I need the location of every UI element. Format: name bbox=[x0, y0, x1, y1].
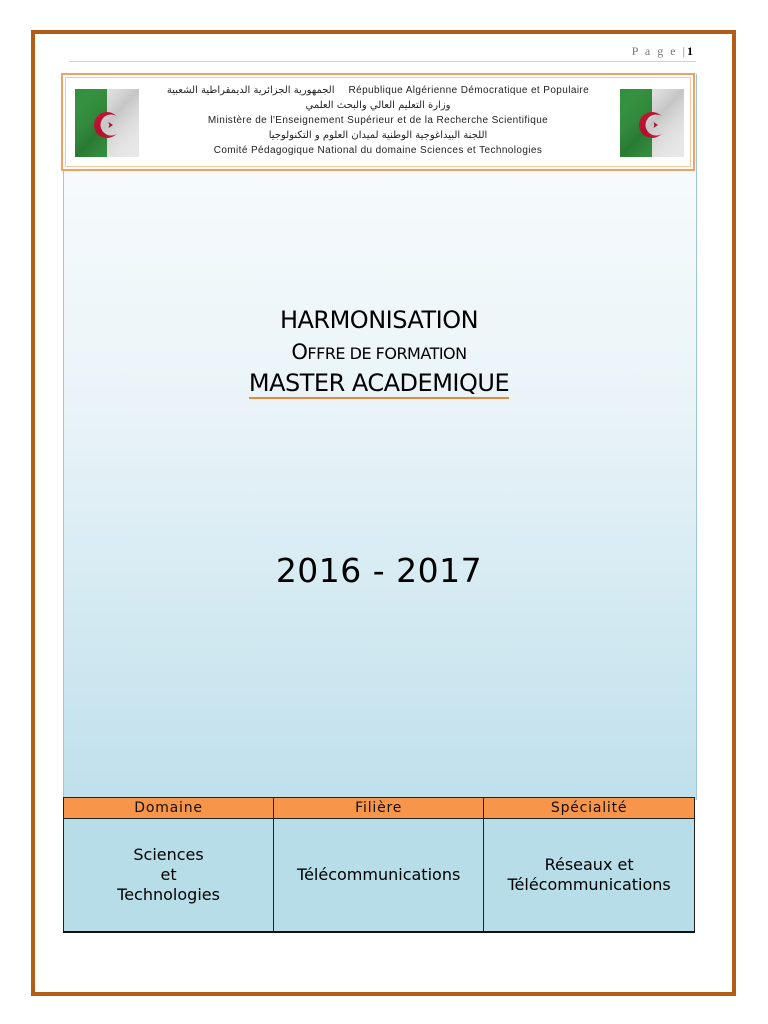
header-rule bbox=[70, 61, 696, 62]
specialite-line: Réseaux et bbox=[544, 855, 634, 874]
algerian-flag-left bbox=[75, 89, 139, 157]
ministry-arabic: وزارة التعليم العالي والبحث العلمي bbox=[305, 100, 451, 111]
domaine-line: et bbox=[160, 865, 177, 884]
page-number bbox=[632, 44, 693, 59]
institution-header bbox=[61, 73, 695, 171]
table-row bbox=[64, 819, 695, 933]
domaine-line: Technologies bbox=[117, 885, 220, 904]
filiere-value: Télécommunications bbox=[297, 865, 461, 884]
republic-row bbox=[153, 83, 603, 98]
title-offre-formation bbox=[63, 340, 695, 364]
header-specialite: Spécialité bbox=[484, 798, 695, 819]
algerian-flag-right bbox=[620, 89, 684, 157]
algeria-flag-icon bbox=[75, 89, 139, 157]
title-master bbox=[63, 369, 695, 397]
republic-arabic: الجمهورية الجزائرية الديمقراطية الشعبية bbox=[166, 85, 335, 96]
domaine-line: Sciences bbox=[133, 845, 204, 864]
content-panel bbox=[63, 74, 697, 800]
cell-specialite bbox=[484, 819, 695, 933]
ministry-french: Ministère de l'Enseignement Supérieur et de la Recherche Scientifique bbox=[207, 115, 549, 126]
page-label: P a g e | bbox=[631, 44, 687, 58]
committee-french: Comité Pédagogique National du domaine Sciences et Technologies bbox=[213, 145, 543, 156]
academic-year: 2016 - 2017 bbox=[275, 551, 483, 590]
title-master-text: MASTER ACADEMIQUE bbox=[248, 369, 510, 397]
header-domaine: Domaine bbox=[64, 798, 274, 819]
cell-domaine bbox=[64, 819, 274, 933]
header-text bbox=[153, 83, 603, 158]
program-table bbox=[63, 797, 695, 933]
cell-filiere bbox=[274, 819, 484, 933]
header-filiere: Filière bbox=[274, 798, 484, 819]
title-offre-initial: O bbox=[291, 340, 308, 364]
committee-arabic: اللجنة البيداغوجية الوطنية لميدان العلوم و التكنولوجيا bbox=[268, 130, 488, 141]
title-offre-rest: FFRE DE FORMATION bbox=[307, 344, 467, 363]
table-header-row bbox=[64, 798, 695, 819]
republic-french: République Algérienne Démocratique et Populaire bbox=[348, 85, 590, 96]
specialite-line: Télécommunications bbox=[507, 875, 671, 894]
page-number-value: 1 bbox=[687, 44, 693, 58]
algeria-flag-icon bbox=[620, 89, 684, 157]
title-harmonisation: HARMONISATION bbox=[279, 306, 479, 334]
